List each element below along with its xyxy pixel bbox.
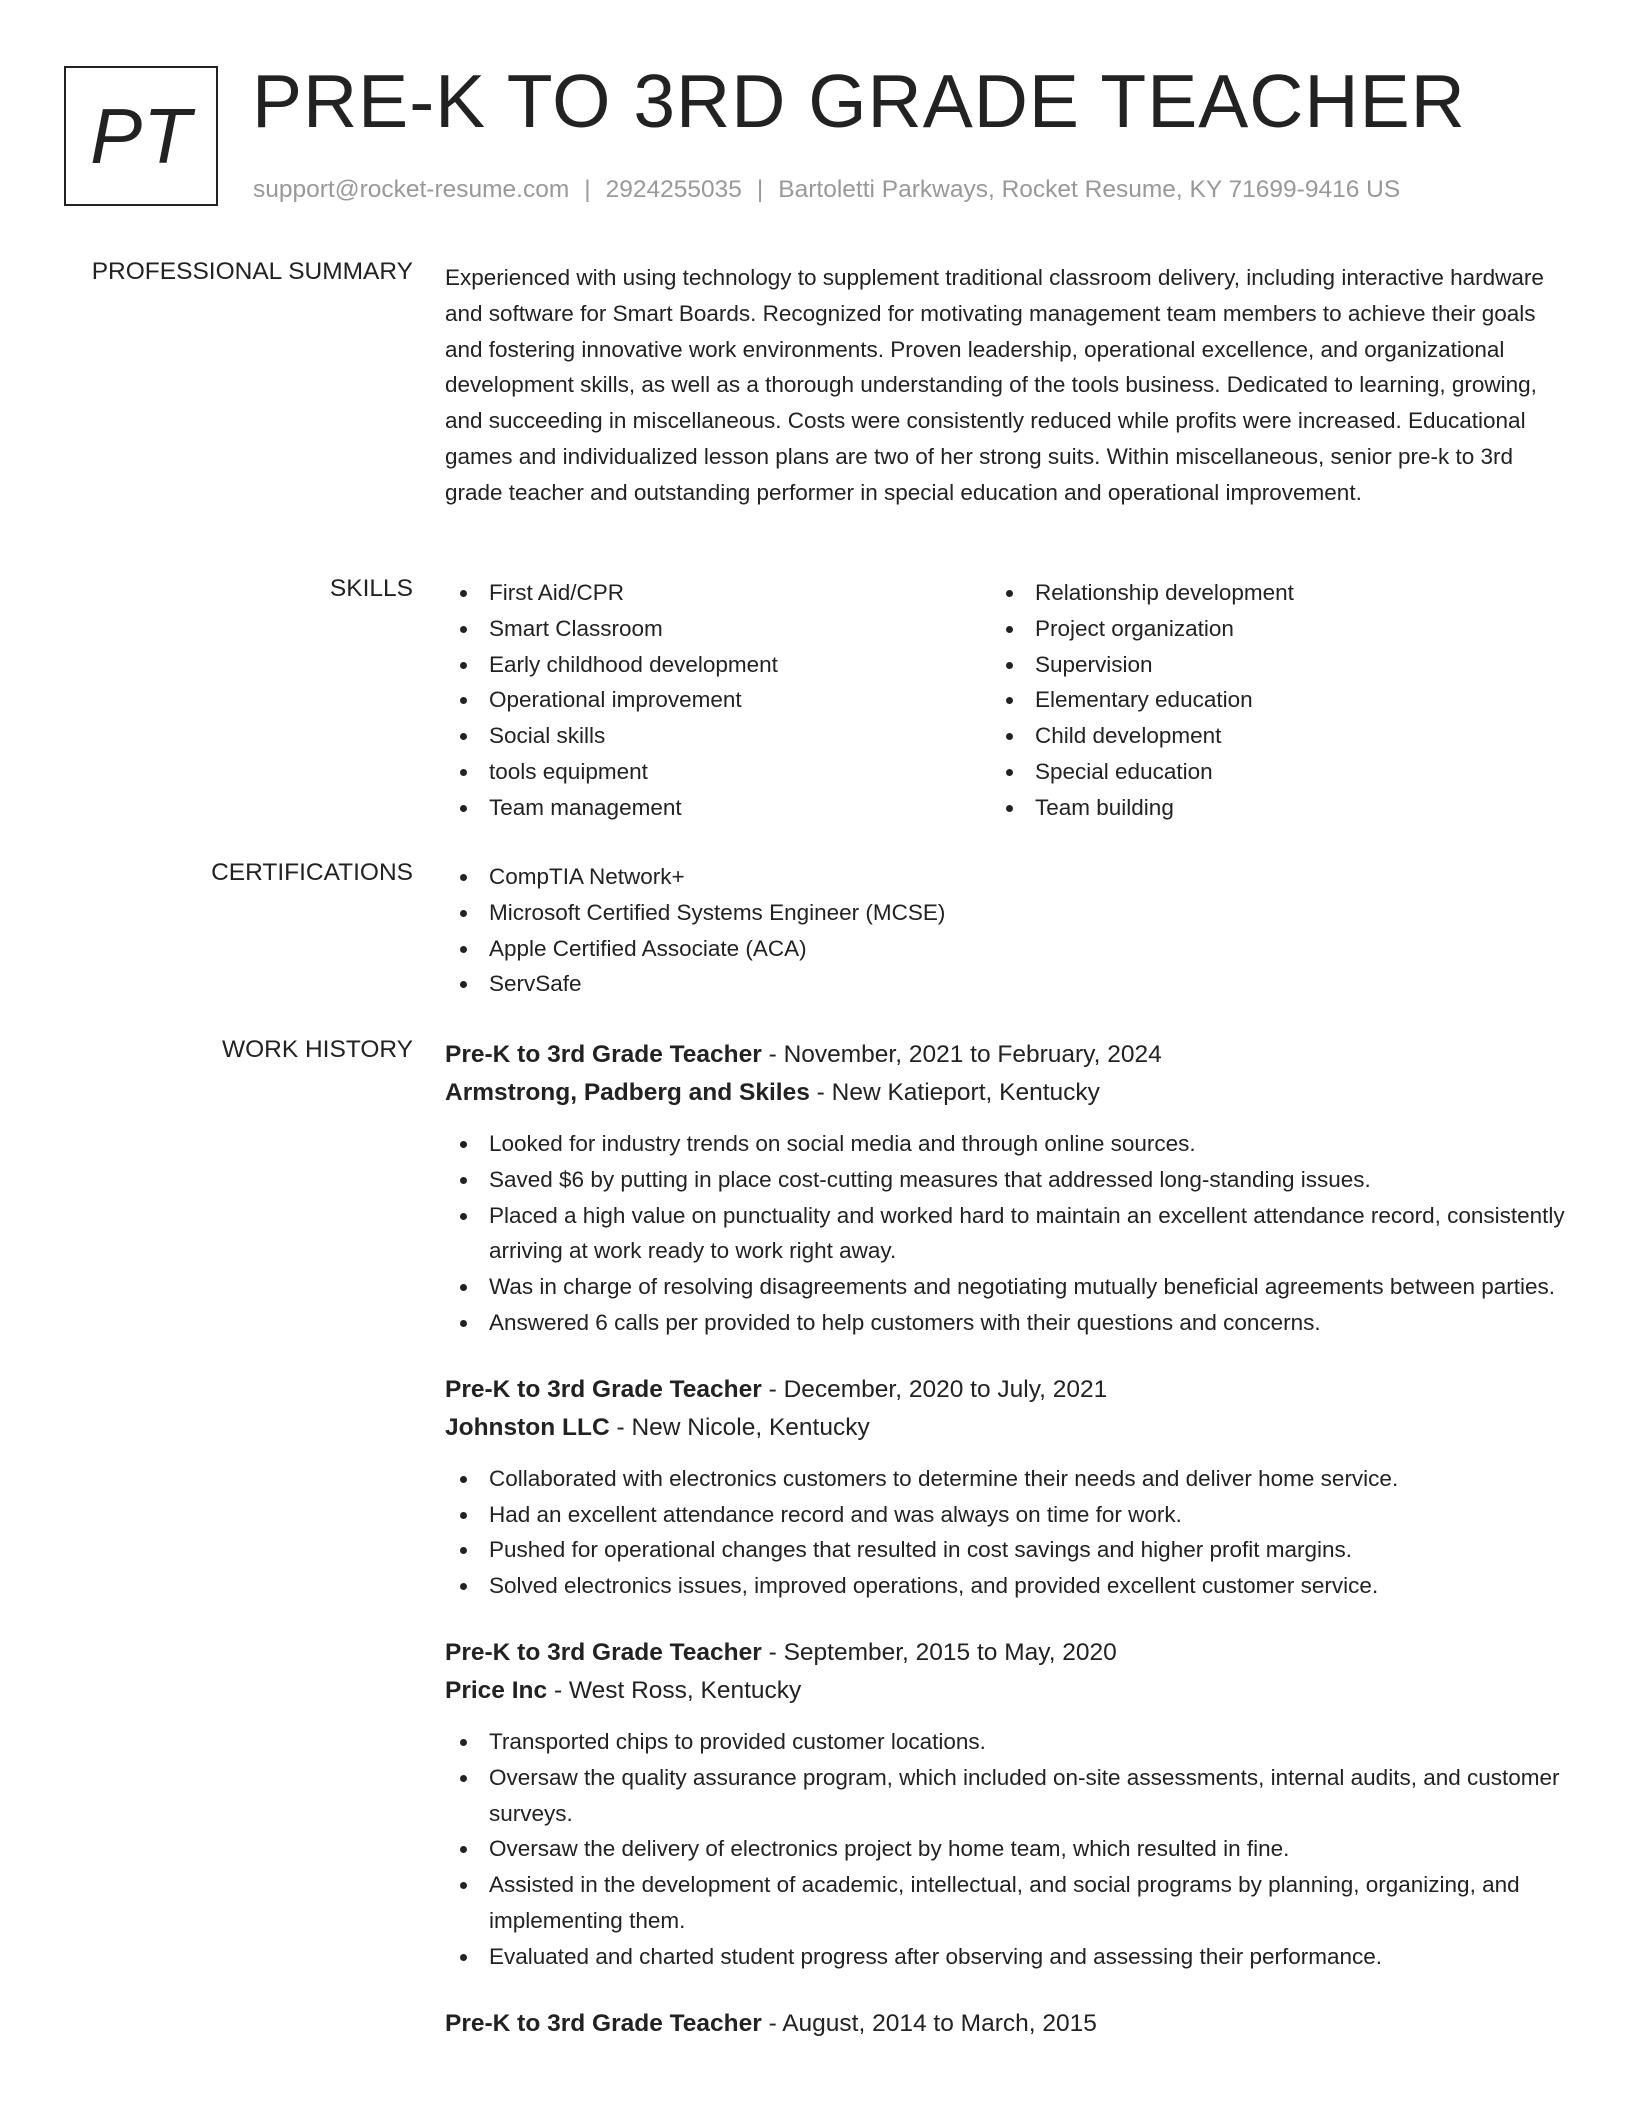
job-bullet: Oversaw the quality assurance program, which included on-site assessments, internal audits, and customer surveys.	[445, 1760, 1565, 1832]
skill-item: Relationship development	[991, 575, 1537, 611]
job-title: Pre-K to 3rd Grade Teacher	[445, 1638, 762, 1666]
job-location: - West Ross, Kentucky	[547, 1676, 802, 1704]
contact-separator: |	[584, 176, 591, 203]
job-bullet: Placed a high value on punctuality and worked hard to maintain an excellent attendance record, consistently arriving at work ready to work right away.	[445, 1198, 1565, 1270]
job-entry	[445, 1036, 1565, 1341]
skill-item: Smart Classroom	[445, 611, 991, 647]
job-bullet: Oversaw the delivery of electronics project by home team, which resulted in fine.	[445, 1831, 1565, 1867]
skill-item: Special education	[991, 754, 1537, 790]
skills-heading: SKILLS	[329, 575, 413, 602]
job-entry	[445, 1371, 1565, 1604]
job-bullet: Solved electronics issues, improved operations, and provided excellent customer service.	[445, 1568, 1565, 1604]
job-bullet: Transported chips to provided customer locations.	[445, 1724, 1565, 1760]
contact-address: Bartoletti Parkways, Rocket Resume, KY 71699-9416 US	[778, 176, 1401, 203]
job-bullets	[445, 1126, 1565, 1341]
contact-separator: |	[756, 176, 764, 203]
job-bullet: Was in charge of resolving disagreements and negotiating mutually beneficial agreements between parties.	[445, 1269, 1565, 1305]
job-bullet: Assisted in the development of academic, intellectual, and social programs by planning, organizing, and implementing them.	[445, 1867, 1565, 1939]
job-company: Johnston LLC	[445, 1413, 610, 1441]
skill-item: Child development	[991, 718, 1537, 754]
contact-phone[interactable]: 2924255035	[605, 176, 742, 203]
certifications-list	[445, 859, 1565, 1002]
skill-item: Team management	[445, 790, 991, 826]
resume-title: PRE-K TO 3RD GRADE TEACHER	[252, 59, 1466, 143]
job-bullet: Pushed for operational changes that resulted in cost savings and higher profit margins.	[445, 1532, 1565, 1568]
skill-item: First Aid/CPR	[445, 575, 991, 611]
job-title-line	[445, 2005, 1565, 2043]
job-bullet: Saved $6 by putting in place cost-cutting measures that addressed long-standing issues.	[445, 1162, 1565, 1198]
contact-line	[253, 176, 1400, 204]
skill-item: Project organization	[991, 611, 1537, 647]
job-bullet: Looked for industry trends on social media and through online sources.	[445, 1126, 1565, 1162]
summary-text: Experienced with using technology to supplement traditional classroom delivery, including interactive hardware and software for Smart Boards. Recognized for motivating management team members to achieve their goals and fostering innovative work environments. Proven leadership, operational excellence, and organizational development skills, as well as a thorough understanding of the tools business. Dedicated to learning, growing, and succeeding in miscellaneous. Costs were consistently reduced while profits were increased. Educational games and individualized lesson plans are two of her strong suits. Within miscellaneous, senior pre-k to 3rd grade teacher and outstanding performer in special education and operational improvement.	[445, 265, 1544, 505]
job-dates: - November, 2021 to February, 2024	[761, 1041, 1162, 1068]
job-bullet: Had an excellent attendance record and was always on time for work.	[445, 1497, 1565, 1533]
summary-heading: PROFESSIONAL SUMMARY	[91, 258, 413, 285]
job-bullets	[445, 1724, 1565, 1975]
job-company-line	[445, 1409, 1565, 1447]
job-dates: - August, 2014 to March, 2015	[761, 2009, 1097, 2037]
job-entry	[445, 1634, 1565, 1975]
job-bullet: Answered 6 calls per provided to help customers with their questions and concerns.	[445, 1305, 1565, 1341]
certifications-body	[445, 859, 1565, 1002]
job-company-line	[445, 1074, 1565, 1112]
skill-item: Early childhood development	[445, 647, 991, 683]
job-dates: - September, 2015 to May, 2020	[761, 1638, 1117, 1666]
skills-body	[445, 575, 1565, 826]
monogram-initials: PT	[90, 91, 192, 180]
work-history-body	[445, 1036, 1565, 2073]
certification-item: CompTIA Network+	[445, 859, 1565, 895]
certification-item: Microsoft Certified Systems Engineer (MCSE)	[445, 895, 1565, 931]
job-title: Pre-K to 3rd Grade Teacher	[445, 1041, 762, 1068]
job-bullets	[445, 1461, 1565, 1604]
certification-item: Apple Certified Associate (ACA)	[445, 931, 1565, 967]
job-bullet: Evaluated and charted student progress after observing and assessing their performance.	[445, 1939, 1565, 1975]
monogram-box	[64, 66, 218, 206]
skill-item: tools equipment	[445, 754, 991, 790]
job-location: - New Katieport, Kentucky	[809, 1079, 1100, 1106]
work-history-heading: WORK HISTORY	[221, 1036, 413, 1063]
job-dates: - December, 2020 to July, 2021	[761, 1375, 1108, 1403]
job-entry	[445, 2005, 1565, 2043]
skill-item: Supervision	[991, 647, 1537, 683]
skill-item: Operational improvement	[445, 682, 991, 718]
job-title-line	[445, 1036, 1565, 1074]
job-title: Pre-K to 3rd Grade Teacher	[445, 1375, 762, 1403]
job-title-line	[445, 1634, 1565, 1672]
job-location: - New Nicole, Kentucky	[609, 1413, 870, 1441]
certifications-heading: CERTIFICATIONS	[211, 859, 413, 886]
job-title-line	[445, 1371, 1565, 1409]
contact-email[interactable]: support@rocket-resume.com	[253, 176, 570, 203]
skill-item: Social skills	[445, 718, 991, 754]
skill-item: Team building	[991, 790, 1537, 826]
job-bullet: Collaborated with electronics customers to determine their needs and deliver home service.	[445, 1461, 1565, 1497]
certification-item: ServSafe	[445, 966, 1565, 1002]
skill-item: Elementary education	[991, 682, 1537, 718]
skills-list-left	[445, 575, 991, 826]
job-company: Armstrong, Padberg and Skiles	[445, 1079, 810, 1106]
job-title: Pre-K to 3rd Grade Teacher	[445, 2009, 762, 2037]
skills-list-right	[991, 575, 1537, 826]
job-company: Price Inc	[445, 1676, 548, 1704]
job-company-line	[445, 1672, 1565, 1710]
